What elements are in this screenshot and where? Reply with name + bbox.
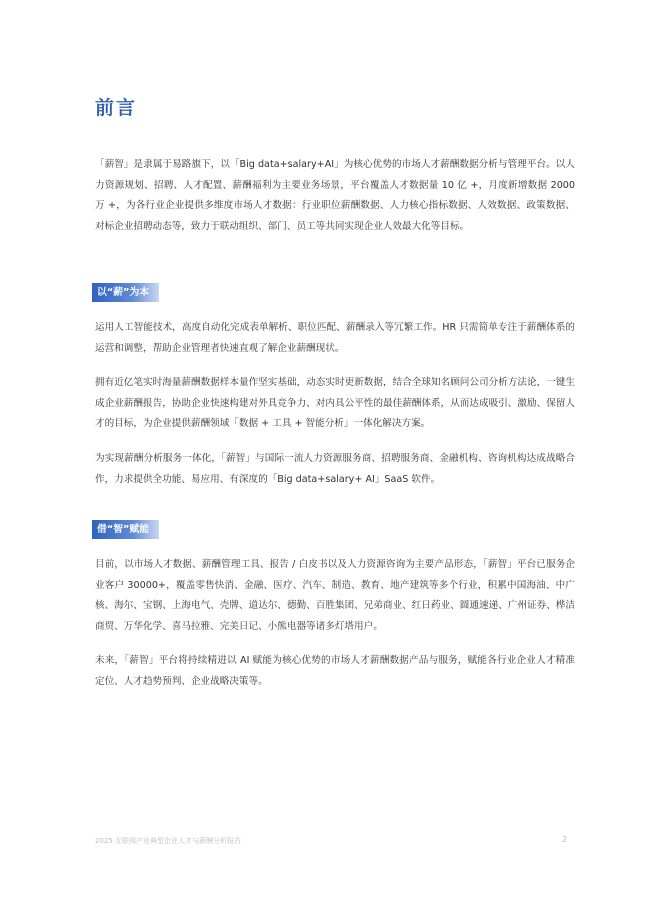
page-title: 前言 <box>95 97 138 119</box>
intro-paragraph: 「薪智」是隶属于易路旗下，以「Big data+salary+AI」为核心优势的市场人才薪酬数据分析与管理平台。以人力资源规划、招聘、人才配置、薪酬福利为主要业务场景，平台覆盖人才数据量 10 亿 +，月度新增数据 2000 万 +，为各行业企业提供多维度市场人才数据：行业职位薪酬数据、人力核心指标数据、人效数据、政策数据、对标企业招聘动态等，致力于联动组织、部门、员工等共同实现企业人效最大化等目标。 <box>95 159 575 232</box>
section1-paragraph-3: 为实现薪酬分析服务一体化，「薪智」与国际一流人力资源服务商、招聘服务商、金融机构、咨询机构达成战略合作，力求提供全功能、易应用、有深度的「Big data+salary+ AI」SaaS 软件。 <box>95 453 575 485</box>
section-tag-intelligence: 借“智”赋能 <box>92 520 159 539</box>
section1-paragraph-2: 拥有近亿笔实时海量薪酬数据样本量作坚实基础，动态实时更新数据，结合全球知名顾问公司分析方法论，一键生成企业薪酬报告，协助企业快速构建对外具竞争力、对内具公平性的最佳薪酬体系，从而达成吸引、激励、保留人才的目标，为企业提供薪酬领域「数据 + 工具 + 智能分析」一体化解决方案。 <box>95 377 575 429</box>
footer-page-number: 2 <box>562 835 568 844</box>
footer-report-title: 2025 互联网产业典型企业人才与薪酬分析报告 <box>95 837 242 845</box>
section2-paragraph-1: 目前，以市场人才数据、薪酬管理工具、报告 / 白皮书以及人力资源咨询为主要产品形态，「薪智」平台已服务企业客户 30000+，覆盖零售快消、金融、医疗、汽车、制造、教育、地产建筑等多个行业，积累中国海油、中广核、海尔、宝钢、上海电气、壳牌、道达尔、德勤、百胜集团、兄弟商业、红日药业、圆通速递、广州证券、桦洁商贸、万华化学、喜马拉雅、完美日记、小熊电器等诸多灯塔用户。 <box>95 559 575 632</box>
section-tag-salary: 以“薪”为本 <box>92 283 159 302</box>
section2-paragraph-2: 未来，「薪智」平台将持续精进以 AI 赋能为核心优势的市场人才薪酬数据产品与服务，赋能各行业企业人才精准定位、人才趋势预判、企业战略决策等。 <box>95 655 575 687</box>
section1-paragraph-1: 运用人工智能技术，高度自动化完成表单解析、职位匹配、薪酬录入等冗繁工作。HR 只需简单专注于薪酬体系的运营和调整，帮助企业管理者快速直观了解企业薪酬现状。 <box>95 322 575 354</box>
